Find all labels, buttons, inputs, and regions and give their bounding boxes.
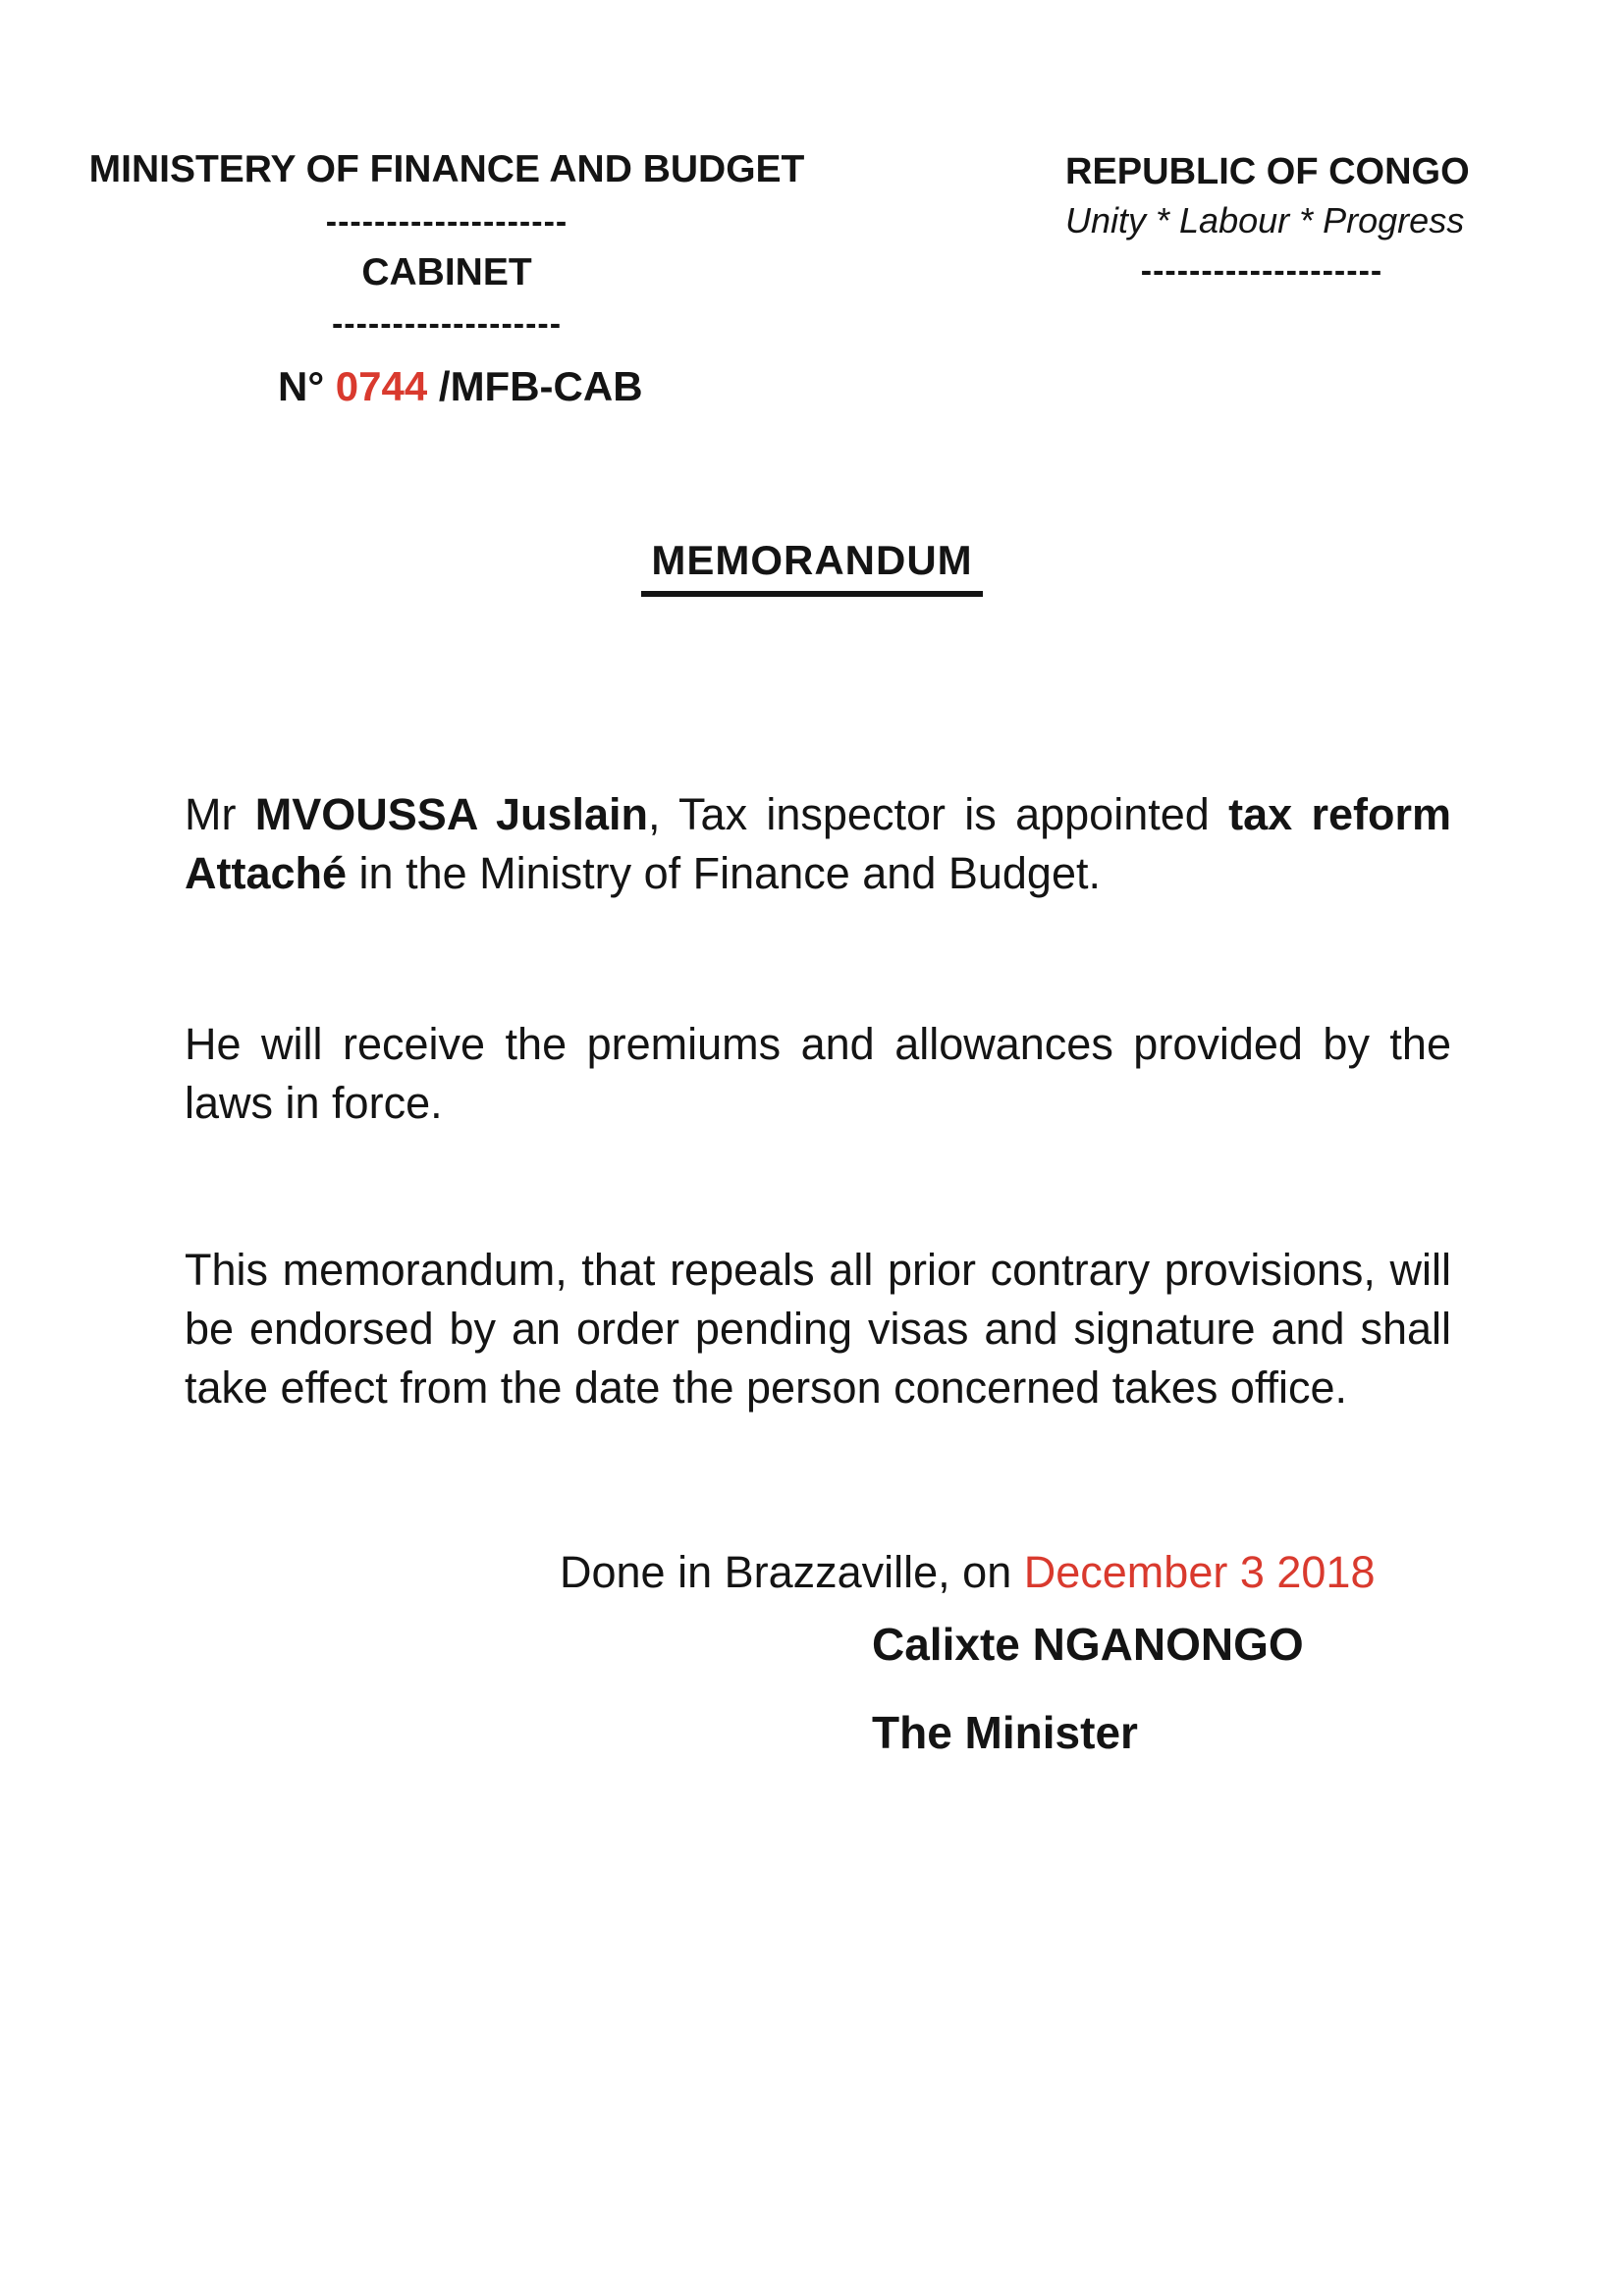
paragraph-appointment [185, 785, 1451, 903]
paragraph-line: laws in force. [185, 1078, 443, 1128]
header-left-block [83, 143, 810, 349]
paragraph-line [185, 785, 1451, 844]
paragraph-line: He will receive the premiums and allowances provided by the [185, 1019, 1451, 1069]
cabinet-label: CABINET [361, 251, 532, 294]
text-segment: , Tax inspector is appointed [648, 789, 1229, 839]
text-segment: in the Ministry of Finance and Budget. [347, 848, 1101, 898]
paragraph-provisions [185, 1241, 1451, 1417]
reference-prefix: N° [278, 363, 336, 409]
separator-line: -------------------- [325, 203, 568, 240]
position-name: tax reform [1228, 789, 1451, 839]
republic-name: REPUBLIC OF CONGO [1065, 151, 1470, 192]
header-right-block [1065, 147, 1470, 296]
national-motto: Unity * Labour * Progress [1065, 200, 1465, 240]
reference-number-line [278, 361, 643, 412]
paragraph-line: This memorandum, that repeals all prior contrary provisions, will [185, 1245, 1451, 1295]
position-name: Attaché [185, 848, 348, 898]
memo-title: MEMORANDUM [641, 535, 982, 597]
paragraph-line: take effect from the date the person concerned takes office. [185, 1362, 1348, 1413]
separator-line: -------------------- [1140, 252, 1383, 290]
paragraph-line: be endorsed by an order pending visas and signature and shall [185, 1304, 1451, 1354]
reference-suffix: /MFB-CAB [427, 363, 643, 409]
paragraph-premiums [185, 1015, 1451, 1133]
date-line [560, 1543, 1375, 1602]
paragraph-line [185, 844, 1451, 903]
date-value: December 3 2018 [1023, 1547, 1376, 1597]
ministry-name: MINISTERY OF FINANCE AND BUDGET [88, 148, 805, 190]
title-row [0, 535, 1624, 597]
separator-line: ------------------- [331, 305, 563, 343]
appointee-name: MVOUSSA Juslain [254, 789, 649, 839]
date-prefix: Done in Brazzaville, on [560, 1547, 1024, 1597]
signatory-name: Calixte NGANONGO [872, 1619, 1304, 1670]
reference-number: 0744 [335, 363, 428, 409]
text-segment: Mr [185, 789, 255, 839]
signatory-title: The Minister [872, 1707, 1138, 1758]
